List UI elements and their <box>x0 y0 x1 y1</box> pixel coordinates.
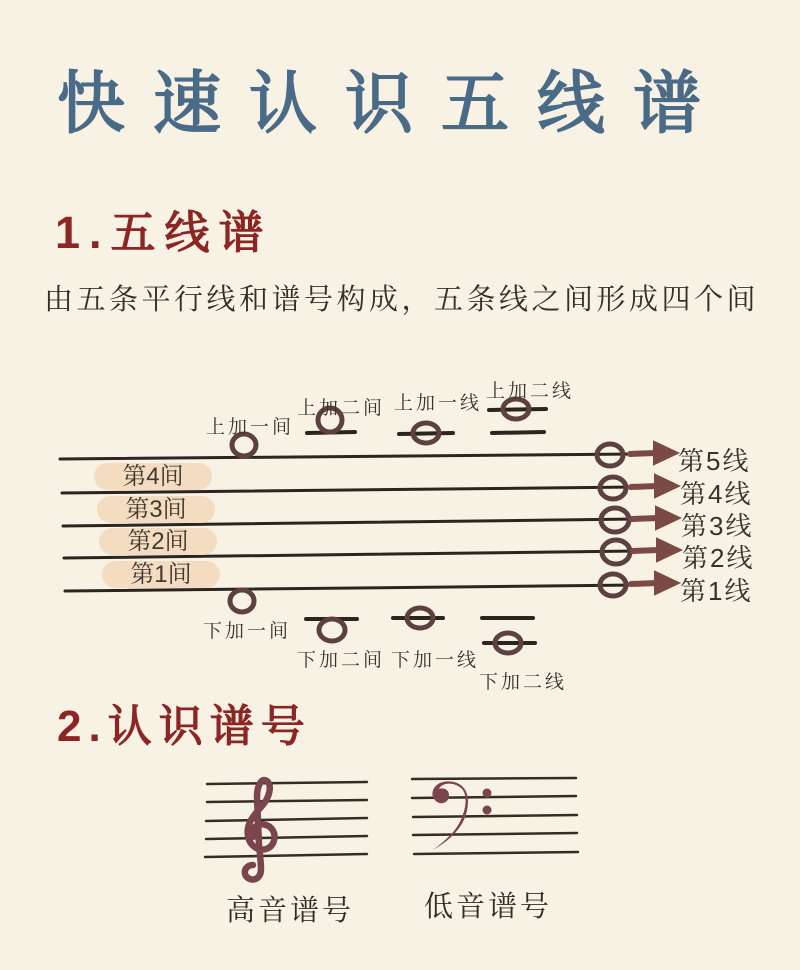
lower-ledger-label-3: 下加一线 <box>391 650 480 671</box>
bass-clef-label: 低音谱号 <box>424 891 553 923</box>
lower-ledger-label-4: 下加二线 <box>479 672 568 693</box>
treble-staff-lines <box>205 782 367 857</box>
lower-ledger-label-1: 下加一间 <box>203 621 292 642</box>
line-label-4: 第4线 <box>680 479 753 509</box>
page-title: 快速认识五线谱 <box>57 66 730 142</box>
lower-ledger-label-2: 下加二间 <box>297 650 386 671</box>
section1-description: 由五条平行线和谱号构成，五条线之间形成四个间 <box>44 284 760 316</box>
treble-clef-label: 高音谱号 <box>226 895 355 927</box>
space-label-1: 第1间 <box>102 561 220 588</box>
line-label-5: 第5线 <box>678 446 751 476</box>
space-label-3: 第3间 <box>97 496 215 523</box>
line-arrow-icons <box>630 445 676 591</box>
section1-heading: 1.五线谱 <box>55 207 273 258</box>
space-label-4: 第4间 <box>94 463 212 490</box>
line-label-1: 第1线 <box>680 576 753 606</box>
upper-ledger-label-2: 上加二间 <box>297 398 386 419</box>
upper-ledger-label-3: 上加一线 <box>394 393 483 414</box>
upper-ledger-label-4: 上加二线 <box>486 381 575 402</box>
line-label-3: 第3线 <box>681 511 754 541</box>
upper-ledger-label-1: 上加一间 <box>206 417 295 438</box>
line-label-2: 第2线 <box>682 543 755 573</box>
treble-clef-icon <box>245 780 275 880</box>
space-label-2: 第2间 <box>99 528 217 555</box>
section2-heading: 2.认识谱号 <box>57 702 312 751</box>
